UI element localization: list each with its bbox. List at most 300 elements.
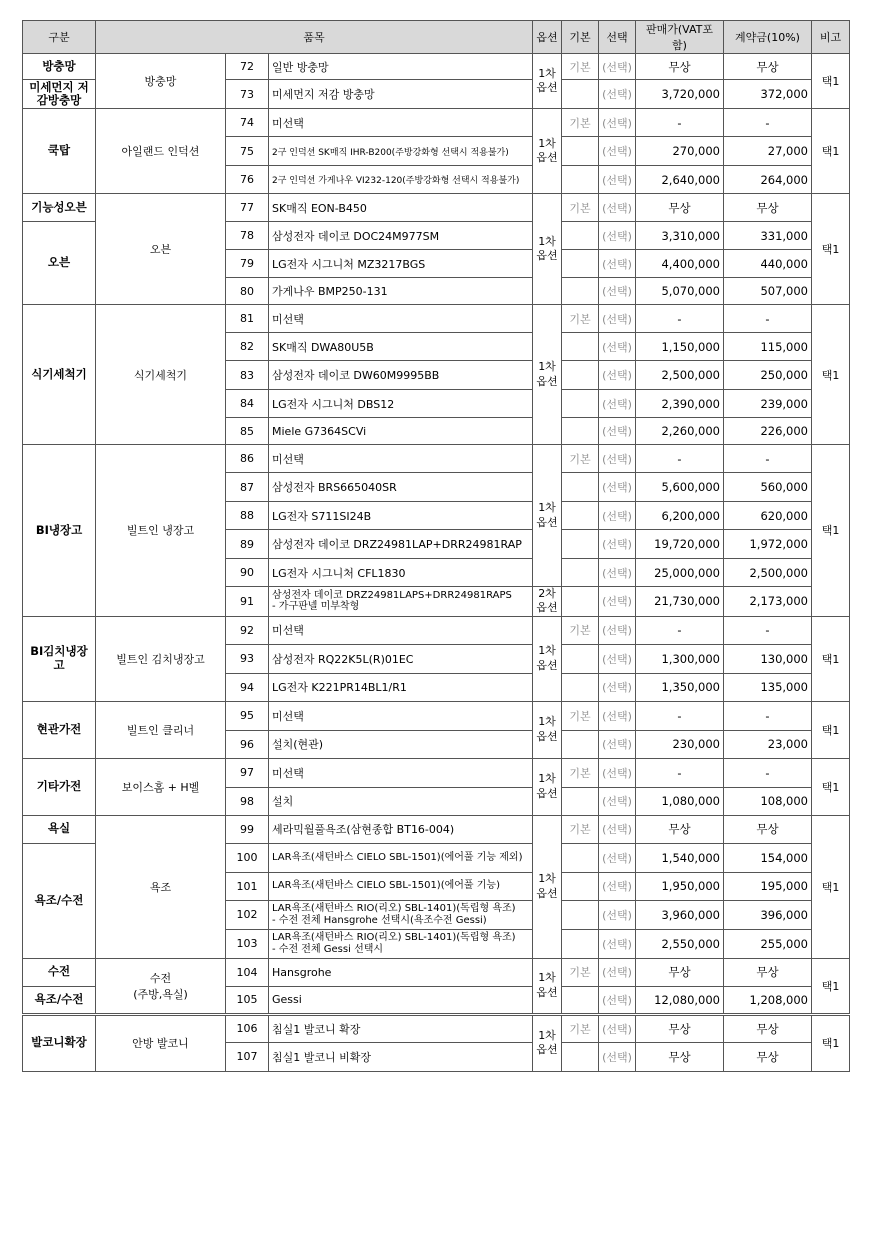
option-order-word: 옵션: [536, 658, 558, 672]
select-marker[interactable]: (선택): [599, 194, 636, 222]
deposit-value: 264,000: [724, 166, 812, 194]
basic-empty: [562, 843, 599, 872]
select-marker[interactable]: (선택): [599, 559, 636, 587]
item-name: [269, 587, 533, 617]
option-order-word: 1차: [538, 136, 556, 150]
basic-empty: [562, 418, 599, 445]
price-value: 1,950,000: [636, 872, 724, 900]
note-cell: 택1: [812, 194, 850, 305]
item-name: 미선택: [269, 758, 533, 787]
select-marker[interactable]: (선택): [599, 929, 636, 958]
select-marker[interactable]: (선택): [599, 250, 636, 278]
category-cell: 욕조/수전: [23, 986, 96, 1014]
subcategory-cell: 방충망: [96, 54, 226, 109]
price-value: 12,080,000: [636, 986, 724, 1014]
table-row: [23, 54, 850, 80]
basic-empty: [562, 222, 599, 250]
subcategory-cell: 빌트인 김치냉장고: [96, 616, 226, 701]
item-name: SK매직 DWA80U5B: [269, 333, 533, 361]
basic-empty: [562, 166, 599, 194]
deposit-value: 1,972,000: [724, 530, 812, 559]
price-value: 230,000: [636, 730, 724, 758]
price-value: 3,960,000: [636, 900, 724, 929]
item-name-line2: - 가구판넬 미부착형: [272, 601, 360, 613]
item-number: 88: [226, 502, 269, 530]
basic-marker: 기본: [562, 445, 599, 473]
price-value: 4,400,000: [636, 250, 724, 278]
note-cell: 택1: [812, 701, 850, 758]
option-order: [533, 194, 562, 305]
header-option: 옵션: [533, 21, 562, 54]
select-marker[interactable]: (선택): [599, 333, 636, 361]
select-marker[interactable]: (선택): [599, 502, 636, 530]
price-value: 5,600,000: [636, 473, 724, 502]
category-cell: BI김치냉장고: [23, 616, 96, 701]
price-value: 무상: [636, 54, 724, 80]
basic-empty: [562, 473, 599, 502]
option-order-word: 옵션: [536, 81, 558, 94]
subcategory-cell: 보이스홈 + H벨: [96, 758, 226, 815]
item-number: 93: [226, 644, 269, 673]
basic-empty: [562, 559, 599, 587]
category-cell: 식기세척기: [23, 305, 96, 445]
price-value: 2,500,000: [636, 361, 724, 390]
option-order-word: 1차: [538, 872, 556, 886]
option-order: [533, 758, 562, 815]
select-marker[interactable]: (선택): [599, 587, 636, 617]
table-row: [23, 616, 850, 644]
basic-empty: [562, 730, 599, 758]
item-name: 세라믹월풀욕조(삼현종합 BT16-004): [269, 815, 533, 843]
category-cell: 오븐: [23, 222, 96, 305]
category-cell: 기능성오븐: [23, 194, 96, 222]
option-order-word: 옵션: [536, 786, 558, 800]
basic-empty: [562, 361, 599, 390]
select-marker[interactable]: (선택): [599, 54, 636, 80]
item-name: 미선택: [269, 701, 533, 730]
subcategory-cell: 아일랜드 인덕션: [96, 109, 226, 194]
header-note: 비고: [812, 21, 850, 54]
select-marker[interactable]: (선택): [599, 166, 636, 194]
select-marker[interactable]: (선택): [599, 278, 636, 305]
item-name: LG전자 시그니처 DBS12: [269, 390, 533, 418]
option-order-word: 옵션: [536, 601, 558, 615]
option-order: [533, 305, 562, 445]
header-price: 판매가(VAT포함): [636, 21, 724, 54]
basic-empty: [562, 333, 599, 361]
price-value: 무상: [636, 1042, 724, 1071]
price-value: 3,720,000: [636, 80, 724, 109]
option-order-word: 1차: [538, 66, 556, 80]
item-number: 98: [226, 787, 269, 815]
option-order-word: 옵션: [536, 729, 558, 743]
deposit-value: -: [724, 445, 812, 473]
price-value: 25,000,000: [636, 559, 724, 587]
item-number: 96: [226, 730, 269, 758]
subcategory-cell: 안방 발코니: [96, 1014, 226, 1071]
price-value: 6,200,000: [636, 502, 724, 530]
item-number: 74: [226, 109, 269, 137]
item-name: 미선택: [269, 109, 533, 137]
deposit-value: 115,000: [724, 333, 812, 361]
option-order: [533, 815, 562, 958]
item-name: 침실1 발코니 비확장: [269, 1042, 533, 1071]
select-marker[interactable]: (선택): [599, 644, 636, 673]
table-row: [23, 1014, 850, 1042]
item-name: 설치(현관): [269, 730, 533, 758]
note-cell: 택1: [812, 815, 850, 958]
price-value: 2,260,000: [636, 418, 724, 445]
basic-empty: [562, 390, 599, 418]
item-name: 삼성전자 데이코 DRZ24981LAP+DRR24981RAP: [269, 530, 533, 559]
price-value: -: [636, 109, 724, 137]
option-order-word: 1차: [538, 715, 556, 729]
select-marker[interactable]: (선택): [599, 758, 636, 787]
item-name: [269, 929, 533, 958]
deposit-value: 무상: [724, 815, 812, 843]
table-row: [23, 109, 850, 137]
item-number: 84: [226, 390, 269, 418]
item-name: [269, 900, 533, 929]
price-value: 2,640,000: [636, 166, 724, 194]
option-order-word: 1차: [538, 360, 556, 374]
note-cell: 택1: [812, 109, 850, 194]
deposit-value: -: [724, 109, 812, 137]
header-select: 선택: [599, 21, 636, 54]
basic-empty: [562, 872, 599, 900]
note-cell: 택1: [812, 54, 850, 109]
option-order: [533, 958, 562, 1014]
select-marker[interactable]: (선택): [599, 843, 636, 872]
select-marker[interactable]: (선택): [599, 701, 636, 730]
option-order-word: 옵션: [536, 985, 558, 999]
category-cell: 욕조/수전: [23, 843, 96, 958]
basic-empty: [562, 80, 599, 109]
item-number: 99: [226, 815, 269, 843]
deposit-value: 2,173,000: [724, 587, 812, 617]
item-name: 미선택: [269, 616, 533, 644]
basic-empty: [562, 900, 599, 929]
price-value: 2,390,000: [636, 390, 724, 418]
item-name-line1: LAR욕조(새턴바스 RIO(리오) SBL-1401)(독립형 욕조): [272, 932, 516, 944]
basic-marker: 기본: [562, 54, 599, 80]
select-marker[interactable]: (선택): [599, 222, 636, 250]
deposit-value: -: [724, 758, 812, 787]
basic-empty: [562, 787, 599, 815]
basic-empty: [562, 587, 599, 617]
note-cell: 택1: [812, 958, 850, 1014]
deposit-value: 2,500,000: [724, 559, 812, 587]
category-cell: BI냉장고: [23, 445, 96, 617]
basic-empty: [562, 530, 599, 559]
select-marker[interactable]: (선택): [599, 787, 636, 815]
item-name-line2: - 수전 전체 Hansgrohe 선택시(욕조수전 Gessi): [272, 914, 487, 926]
subcategory-cell: 빌트인 냉장고: [96, 445, 226, 617]
select-marker[interactable]: (선택): [599, 305, 636, 333]
price-value: 무상: [636, 958, 724, 986]
table-row: [23, 815, 850, 843]
option-order-word: 옵션: [536, 249, 558, 262]
item-name: 삼성전자 RQ22K5L(R)01EC: [269, 644, 533, 673]
basic-empty: [562, 278, 599, 305]
basic-empty: [562, 250, 599, 278]
deposit-value: 154,000: [724, 843, 812, 872]
header-basic: 기본: [562, 21, 599, 54]
price-value: 270,000: [636, 137, 724, 166]
option-order-word: 옵션: [536, 1043, 558, 1057]
item-number: 79: [226, 250, 269, 278]
price-value: 5,070,000: [636, 278, 724, 305]
basic-empty: [562, 673, 599, 701]
category-cell: 기타가전: [23, 758, 96, 815]
item-name: 2구 인덕션 가게나우 VI232-120(주방강화형 선택시 적용불가): [269, 166, 533, 194]
option-order-word: 옵션: [536, 886, 558, 900]
price-value: 21,730,000: [636, 587, 724, 617]
item-name: LAR욕조(새턴바스 CIELO SBL-1501)(에어풀 기능): [269, 872, 533, 900]
item-number: 89: [226, 530, 269, 559]
deposit-value: 무상: [724, 958, 812, 986]
deposit-value: 무상: [724, 1014, 812, 1042]
select-marker[interactable]: (선택): [599, 730, 636, 758]
category-cell: 미세먼지 저감방충망: [23, 80, 96, 109]
option-order: [533, 587, 562, 617]
option-order-word: 1차: [538, 971, 556, 985]
select-marker[interactable]: (선택): [599, 473, 636, 502]
deposit-value: 620,000: [724, 502, 812, 530]
table-row: [23, 445, 850, 473]
item-name: LG전자 시그니처 CFL1830: [269, 559, 533, 587]
price-value: 무상: [636, 194, 724, 222]
price-value: -: [636, 758, 724, 787]
select-marker[interactable]: (선택): [599, 445, 636, 473]
price-value: -: [636, 616, 724, 644]
basic-marker: 기본: [562, 815, 599, 843]
header-category: 구분: [23, 21, 96, 54]
price-value: 1,540,000: [636, 843, 724, 872]
item-name: LG전자 S711SI24B: [269, 502, 533, 530]
table-row: [23, 958, 850, 986]
item-number: 102: [226, 900, 269, 929]
deposit-value: 무상: [724, 194, 812, 222]
item-name: LG전자 시그니처 MZ3217BGS: [269, 250, 533, 278]
item-name: Gessi: [269, 986, 533, 1014]
item-number: 106: [226, 1014, 269, 1042]
option-order-word: 1차: [538, 1028, 556, 1042]
item-number: 78: [226, 222, 269, 250]
deposit-value: 560,000: [724, 473, 812, 502]
item-number: 90: [226, 559, 269, 587]
item-name: Hansgrohe: [269, 958, 533, 986]
category-cell: 쿡탑: [23, 109, 96, 194]
option-order-word: 1차: [538, 501, 556, 515]
item-number: 101: [226, 872, 269, 900]
deposit-value: 27,000: [724, 137, 812, 166]
price-value: -: [636, 445, 724, 473]
option-order-word: 1차: [538, 234, 556, 248]
select-marker[interactable]: (선택): [599, 109, 636, 137]
category-cell: 수전: [23, 958, 96, 986]
price-value: 무상: [636, 1014, 724, 1042]
option-order-word: 옵션: [536, 151, 558, 164]
basic-empty: [562, 502, 599, 530]
item-name: 미세먼지 저감 방충망: [269, 80, 533, 109]
deposit-value: 1,208,000: [724, 986, 812, 1014]
subcategory-cell: 식기세척기: [96, 305, 226, 445]
item-name-line1: 삼성전자 데이코 DRZ24981LAPS+DRR24981RAPS: [272, 589, 512, 601]
deposit-value: 195,000: [724, 872, 812, 900]
option-order: [533, 445, 562, 587]
basic-marker: 기본: [562, 958, 599, 986]
deposit-value: 372,000: [724, 80, 812, 109]
option-order-word: 옵션: [536, 374, 558, 388]
item-number: 91: [226, 587, 269, 617]
category-cell: 욕실: [23, 815, 96, 843]
note-cell: 택1: [812, 305, 850, 445]
table-row: [23, 701, 850, 730]
select-marker[interactable]: (선택): [599, 361, 636, 390]
table-row: [23, 305, 850, 333]
deposit-value: 331,000: [724, 222, 812, 250]
note-cell: 택1: [812, 445, 850, 617]
deposit-value: 무상: [724, 54, 812, 80]
deposit-value: -: [724, 616, 812, 644]
category-cell: 방충망: [23, 54, 96, 80]
select-marker[interactable]: (선택): [599, 390, 636, 418]
select-marker[interactable]: (선택): [599, 986, 636, 1014]
item-name: 일반 방충망: [269, 54, 533, 80]
item-number: 81: [226, 305, 269, 333]
price-value: 1,350,000: [636, 673, 724, 701]
item-number: 92: [226, 616, 269, 644]
item-number: 107: [226, 1042, 269, 1071]
item-number: 100: [226, 843, 269, 872]
price-value: 19,720,000: [636, 530, 724, 559]
basic-empty: [562, 644, 599, 673]
item-name: 삼성전자 데이코 DW60M9995BB: [269, 361, 533, 390]
select-marker[interactable]: (선택): [599, 872, 636, 900]
item-name: 설치: [269, 787, 533, 815]
deposit-value: 108,000: [724, 787, 812, 815]
item-name-line1: LAR욕조(새턴바스 RIO(리오) SBL-1401)(독립형 욕조): [272, 903, 516, 915]
basic-empty: [562, 929, 599, 958]
price-value: 무상: [636, 815, 724, 843]
item-name: 미선택: [269, 305, 533, 333]
price-value: 2,550,000: [636, 929, 724, 958]
deposit-value: 226,000: [724, 418, 812, 445]
basic-marker: 기본: [562, 616, 599, 644]
item-number: 103: [226, 929, 269, 958]
price-value: 1,080,000: [636, 787, 724, 815]
item-name: LG전자 K221PR14BL1/R1: [269, 673, 533, 701]
table-row: [23, 758, 850, 787]
deposit-value: 무상: [724, 1042, 812, 1071]
basic-marker: 기본: [562, 194, 599, 222]
header-item: 품목: [96, 21, 533, 54]
price-value: -: [636, 701, 724, 730]
select-marker[interactable]: (선택): [599, 900, 636, 929]
select-marker[interactable]: (선택): [599, 530, 636, 559]
option-order-word: 1차: [538, 772, 556, 786]
subcategory-cell: 오븐: [96, 194, 226, 305]
select-marker[interactable]: (선택): [599, 418, 636, 445]
item-number: 76: [226, 166, 269, 194]
option-order-word: 1차: [538, 644, 556, 658]
deposit-value: 239,000: [724, 390, 812, 418]
basic-marker: 기본: [562, 109, 599, 137]
item-name: LAR욕조(새턴바스 CIELO SBL-1501)(에어풀 기능 제외): [269, 843, 533, 872]
item-number: 77: [226, 194, 269, 222]
item-number: 104: [226, 958, 269, 986]
option-order-word: 2차: [538, 587, 556, 600]
note-cell: 택1: [812, 758, 850, 815]
category-cell: 발코니확장: [23, 1014, 96, 1071]
select-marker[interactable]: (선택): [599, 137, 636, 166]
item-name: 삼성전자 BRS665040SR: [269, 473, 533, 502]
header-deposit: 계약금(10%): [724, 21, 812, 54]
select-marker[interactable]: (선택): [599, 673, 636, 701]
option-order: [533, 616, 562, 701]
select-marker[interactable]: (선택): [599, 958, 636, 986]
item-name: 2구 인덕션 SK매직 IHR-B200(주방강화형 선택시 적용불가): [269, 137, 533, 166]
select-marker[interactable]: (선택): [599, 80, 636, 109]
item-name: 가게나우 BMP250-131: [269, 278, 533, 305]
deposit-value: 255,000: [724, 929, 812, 958]
item-number: 73: [226, 80, 269, 109]
deposit-value: 135,000: [724, 673, 812, 701]
select-marker[interactable]: (선택): [599, 1014, 636, 1042]
deposit-value: 23,000: [724, 730, 812, 758]
category-cell: 현관가전: [23, 701, 96, 758]
deposit-value: 440,000: [724, 250, 812, 278]
basic-empty: [562, 1042, 599, 1071]
deposit-value: 396,000: [724, 900, 812, 929]
select-marker[interactable]: (선택): [599, 616, 636, 644]
item-number: 86: [226, 445, 269, 473]
select-marker[interactable]: (선택): [599, 815, 636, 843]
deposit-value: 250,000: [724, 361, 812, 390]
basic-empty: [562, 137, 599, 166]
item-number: 83: [226, 361, 269, 390]
basic-marker: 기본: [562, 758, 599, 787]
deposit-value: 130,000: [724, 644, 812, 673]
deposit-value: -: [724, 305, 812, 333]
option-order: [533, 701, 562, 758]
item-number: 72: [226, 54, 269, 80]
item-number: 105: [226, 986, 269, 1014]
item-name: Miele G7364SCVi: [269, 418, 533, 445]
header-row: [23, 21, 850, 54]
item-number: 94: [226, 673, 269, 701]
option-price-table: [22, 20, 850, 1072]
subcategory-cell: 욕조: [96, 815, 226, 958]
item-number: 87: [226, 473, 269, 502]
subcategory-cell: 빌트인 클리너: [96, 701, 226, 758]
item-name: SK매직 EON-B450: [269, 194, 533, 222]
note-cell: 택1: [812, 616, 850, 701]
deposit-value: 507,000: [724, 278, 812, 305]
basic-marker: 기본: [562, 701, 599, 730]
price-value: -: [636, 305, 724, 333]
option-order-word: 옵션: [536, 515, 558, 529]
item-number: 75: [226, 137, 269, 166]
item-number: 80: [226, 278, 269, 305]
option-order: [533, 1014, 562, 1071]
subcategory-cell: 수전 (주방,욕실): [96, 958, 226, 1014]
basic-empty: [562, 986, 599, 1014]
table-row: [23, 194, 850, 222]
select-marker[interactable]: (선택): [599, 1042, 636, 1071]
price-value: 1,150,000: [636, 333, 724, 361]
